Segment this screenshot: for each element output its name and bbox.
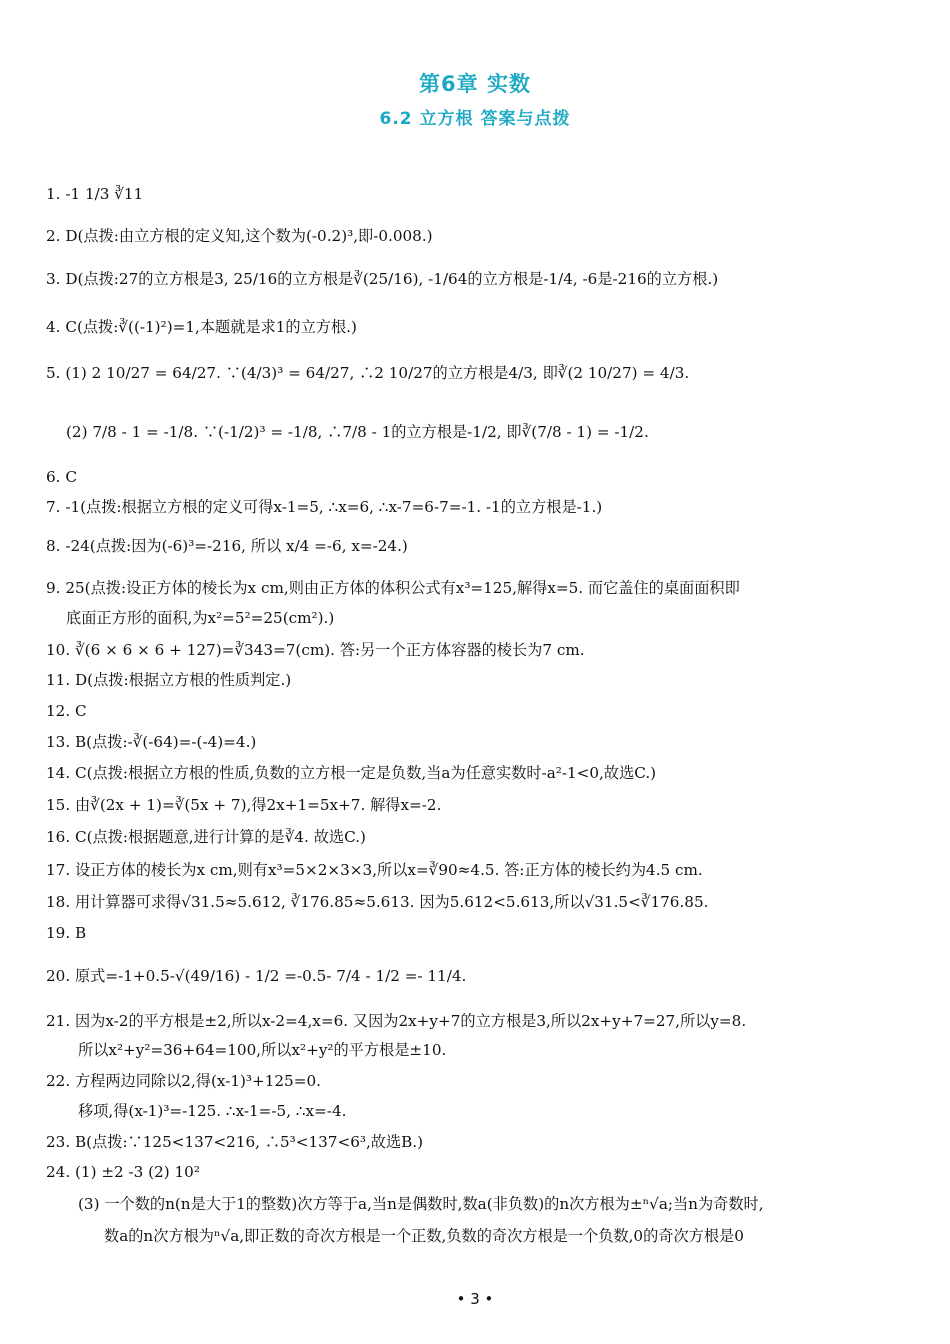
answer-line-8: 8. -24(点拨:因为(-6)³=-216, 所以 x/4 =-6, x=-24.) (46, 537, 408, 555)
answer-line-17: 17. 设正方体的棱长为x cm,则有x³=5×2×3×3,所以x=∛90≈4.5. 答:正方体的棱长约为4.5 cm. (46, 861, 703, 879)
answer-line-13: 13. B(点拨:-∛(-64)=-(-4)=4.) (46, 733, 257, 751)
answer-line-18: 18. 用计算器可求得√31.5≈5.612, ∛176.85≈5.613. 因为5.612<5.613,所以√31.5<∛176.85. (46, 893, 709, 911)
answer-line-12: 12. C (46, 702, 87, 720)
page-number: • 3 • (456, 1290, 494, 1308)
section-subtitle: 6.2 立方根 答案与点拨 (379, 109, 571, 129)
answer-line-6: 6. C (46, 468, 77, 486)
answer-line-24-3: (3) 一个数的n(n是大于1的整数)次方等于a,当n是偶数时,数a(非负数)的n次方根为±ⁿ√a;当n为奇数时, (78, 1195, 764, 1213)
chapter-title: 第6章 实数 (419, 72, 531, 96)
answer-line-20: 20. 原式=-1+0.5-√(49/16) - 1/2 =-0.5- 7/4 - 1/2 =- 11/4. (46, 967, 467, 985)
answer-line-15: 15. 由∛(2x + 1)=∛(5x + 7),得2x+1=5x+7. 解得x=-2. (46, 796, 442, 814)
answer-line-3: 3. D(点拨:27的立方根是3, 25/16的立方根是∛(25/16), -1/64的立方根是-1/4, -6是-216的立方根.) (46, 270, 719, 288)
answer-line-14: 14. C(点拨:根据立方根的性质,负数的立方根一定是负数,当a为任意实数时-a²-1<0,故选C.) (46, 764, 657, 782)
answer-line-16: 16. C(点拨:根据题意,进行计算的是∛4. 故选C.) (46, 828, 366, 846)
answer-line-9-cont: 底面正方形的面积,为x²=5²=25(cm²).) (66, 609, 335, 627)
answer-line-10: 10. ∛(6 × 6 × 6 + 127)=∛343=7(cm). 答:另一个正方体容器的棱长为7 cm. (46, 641, 585, 659)
answer-line-5-1: 5. (1) 2 10/27 = 64/27. ∵(4/3)³ = 64/27, ∴2 10/27的立方根是4/3, 即∛(2 10/27) = 4/3. (46, 364, 690, 382)
answer-line-9: 9. 25(点拨:设正方体的棱长为x cm,则由正方体的体积公式有x³=125,解得x=5. 而它盖住的桌面面积即 (46, 579, 740, 597)
answer-line-19: 19. B (46, 924, 87, 942)
answer-line-1: 1. -1 1/3 ∛11 (46, 185, 144, 203)
answer-line-21-cont: 所以x²+y²=36+64=100,所以x²+y²的平方根是±10. (78, 1041, 447, 1059)
answer-line-4: 4. C(点拨:∛((-1)²)=1,本题就是求1的立方根.) (46, 318, 357, 336)
answer-line-2: 2. D(点拨:由立方根的定义知,这个数为(-0.2)³,即-0.008.) (46, 227, 433, 245)
answer-line-5-2: (2) 7/8 - 1 = -1/8. ∵(-1/2)³ = -1/8, ∴7/8 - 1的立方根是-1/2, 即∛(7/8 - 1) = -1/2. (66, 423, 649, 441)
answer-line-23: 23. B(点拨:∵125<137<216, ∴5³<137<6³,故选B.) (46, 1133, 424, 1151)
answer-line-24: 24. (1) ±2 -3 (2) 10² (46, 1163, 200, 1181)
answer-line-22: 22. 方程两边同除以2,得(x-1)³+125=0. (46, 1072, 321, 1090)
answer-line-22-cont: 移项,得(x-1)³=-125. ∴x-1=-5, ∴x=-4. (78, 1102, 347, 1120)
answer-line-21: 21. 因为x-2的平方根是±2,所以x-2=4,x=6. 又因为2x+y+7的立方根是3,所以2x+y+7=27,所以y=8. (46, 1012, 747, 1030)
answer-line-11: 11. D(点拨:根据立方根的性质判定.) (46, 671, 292, 689)
answer-line-7: 7. -1(点拨:根据立方根的定义可得x-1=5, ∴x=6, ∴x-7=6-7=-1. -1的立方根是-1.) (46, 498, 603, 516)
answer-line-24-3-cont: 数a的n次方根为ⁿ√a,即正数的奇次方根是一个正数,负数的奇次方根是一个负数,0的奇次方根是0 (104, 1227, 744, 1245)
